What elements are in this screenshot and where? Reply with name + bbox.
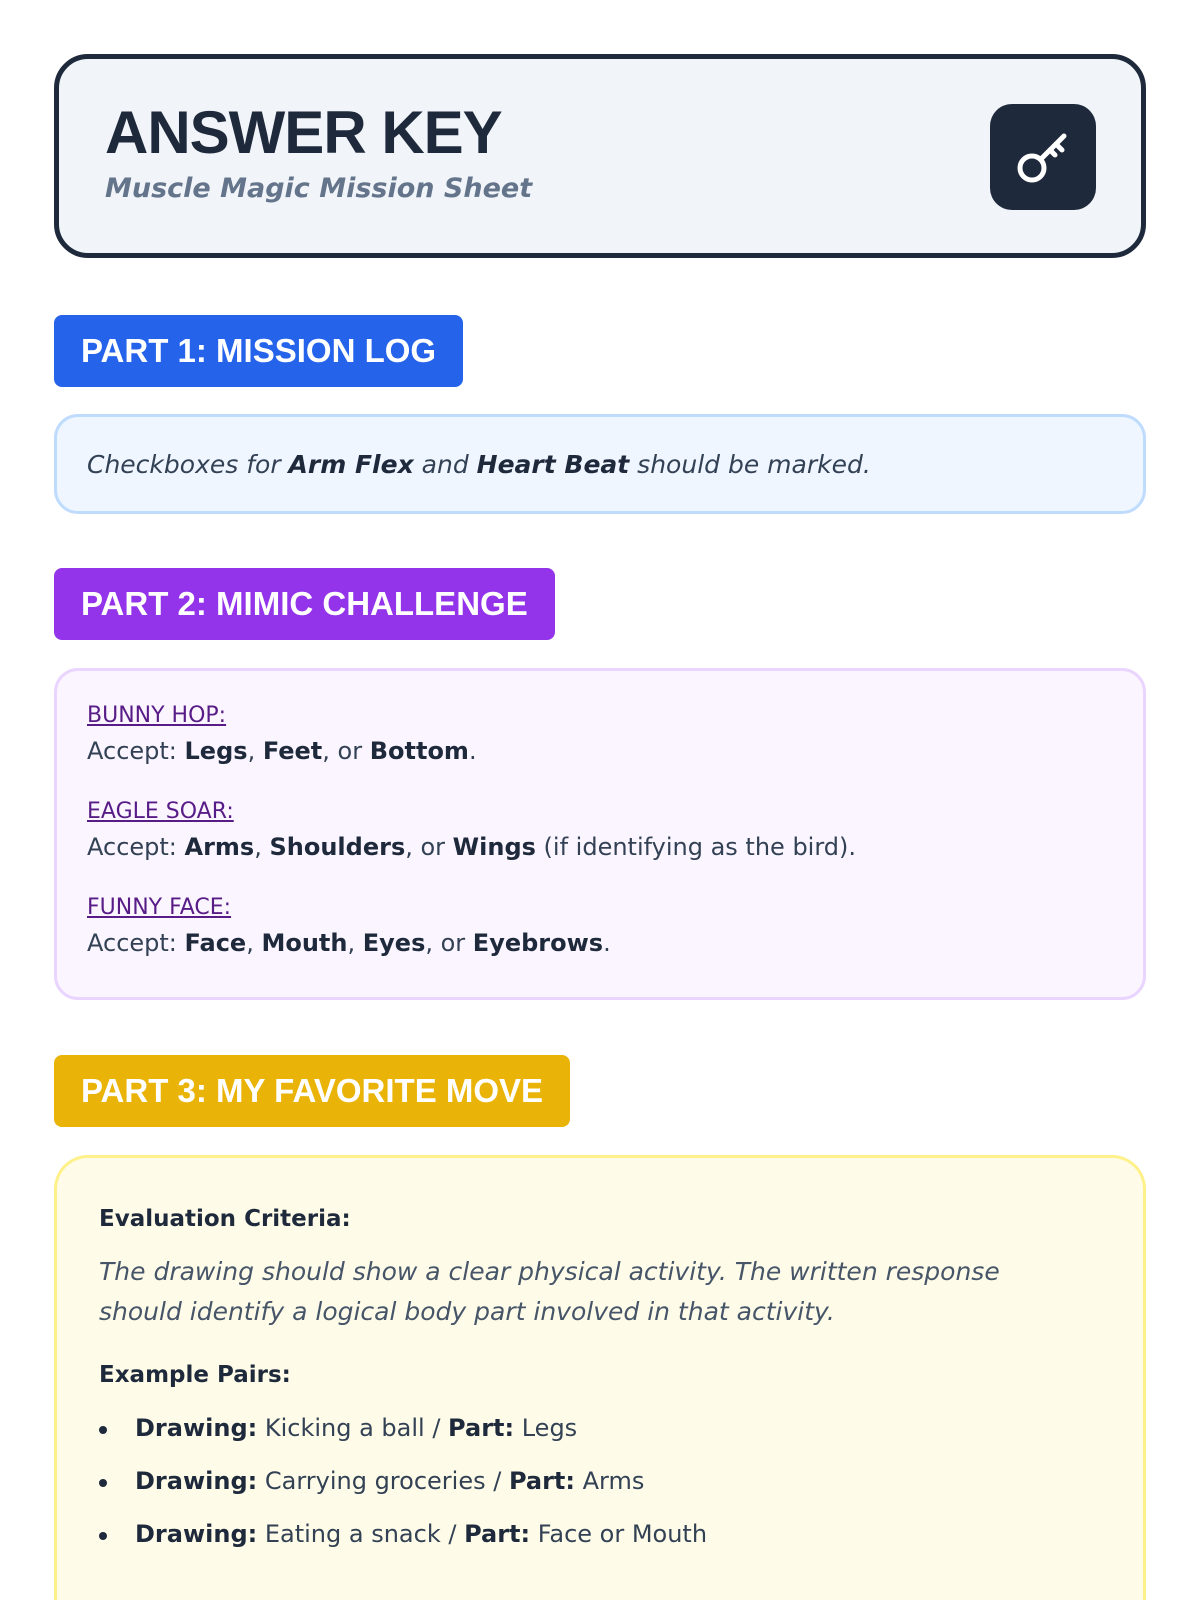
- part-value: Arms: [574, 1467, 645, 1495]
- separator: ,: [347, 929, 363, 957]
- part2-heading: PART 2: MIMIC CHALLENGE: [54, 568, 555, 640]
- note-text: should be marked.: [629, 449, 871, 479]
- list-item: [135, 1402, 1143, 1455]
- drawing-label: Drawing:: [135, 1467, 258, 1495]
- drawing-value: Kicking a ball /: [257, 1414, 449, 1442]
- part3-box: [54, 1155, 1146, 1600]
- accept-label: Accept:: [87, 929, 185, 957]
- list-item: [135, 1455, 1143, 1508]
- drawing-label: Drawing:: [135, 1520, 258, 1548]
- accept-value: Eyes: [362, 929, 426, 957]
- accept-value: Face: [184, 929, 247, 957]
- mimic-accept: [87, 827, 1143, 867]
- separator: , or: [322, 737, 370, 765]
- part1-box: [54, 414, 1146, 514]
- part1-heading: PART 1: MISSION LOG: [54, 315, 463, 387]
- criteria-heading: Evaluation Criteria:: [99, 1206, 351, 1232]
- accept-value: Legs: [184, 737, 248, 765]
- mimic-item-funny-face: [87, 893, 1143, 963]
- note-item-heart-beat: Heart Beat: [476, 449, 630, 479]
- accept-label: Accept:: [87, 737, 185, 765]
- separator: .: [603, 929, 611, 957]
- drawing-label: Drawing:: [135, 1414, 258, 1442]
- separator: ,: [247, 737, 263, 765]
- note-text: Checkboxes for: [87, 449, 289, 479]
- separator: , or: [405, 833, 453, 861]
- note-item-arm-flex: Arm Flex: [288, 449, 414, 479]
- part2-box: [54, 668, 1146, 1000]
- example-pairs-list: [99, 1402, 1143, 1561]
- accept-value: Mouth: [261, 929, 348, 957]
- list-item: [135, 1508, 1143, 1561]
- accept-label: Accept:: [87, 833, 185, 861]
- mimic-title: EAGLE SOAR:: [87, 799, 234, 824]
- mimic-accept: [87, 731, 1143, 771]
- accept-value: Bottom: [369, 737, 469, 765]
- separator: ,: [246, 929, 262, 957]
- accept-value: Arms: [184, 833, 255, 861]
- criteria-text: The drawing should show a clear physical activity. The written response should identify a logical body part involved in that activity.: [99, 1257, 1000, 1326]
- mimic-accept: [87, 923, 1143, 963]
- separator: .: [468, 737, 477, 765]
- note-text: and: [413, 449, 477, 479]
- accept-value: Feet: [262, 737, 323, 765]
- part-value: Legs: [514, 1414, 578, 1442]
- page-subtitle: Muscle Magic Mission Sheet: [105, 173, 533, 204]
- page-title: ANSWER KEY: [105, 99, 502, 166]
- separator: ,: [254, 833, 270, 861]
- separator: (if identifying as the bird).: [535, 833, 857, 861]
- part-label: Part:: [464, 1520, 531, 1548]
- header-card: [54, 54, 1146, 258]
- mimic-item-eagle-soar: [87, 797, 1143, 867]
- mimic-title: BUNNY HOP:: [87, 703, 227, 728]
- key-icon: [1012, 126, 1074, 188]
- part-value: Face or Mouth: [530, 1520, 708, 1548]
- part-label: Part:: [508, 1467, 575, 1495]
- mimic-title: FUNNY FACE:: [87, 895, 232, 920]
- accept-value: Eyebrows: [472, 929, 604, 957]
- part-label: Part:: [448, 1414, 515, 1442]
- drawing-value: Eating a snack /: [257, 1520, 465, 1548]
- accept-value: Wings: [452, 833, 536, 861]
- key-badge: [990, 104, 1096, 210]
- accept-value: Shoulders: [269, 833, 406, 861]
- pairs-heading: Example Pairs:: [99, 1362, 291, 1388]
- part1-note: [87, 450, 871, 479]
- mimic-item-bunny-hop: [87, 701, 1143, 771]
- drawing-value: Carrying groceries /: [257, 1467, 509, 1495]
- part3-heading: PART 3: MY FAVORITE MOVE: [54, 1055, 570, 1127]
- separator: , or: [425, 929, 473, 957]
